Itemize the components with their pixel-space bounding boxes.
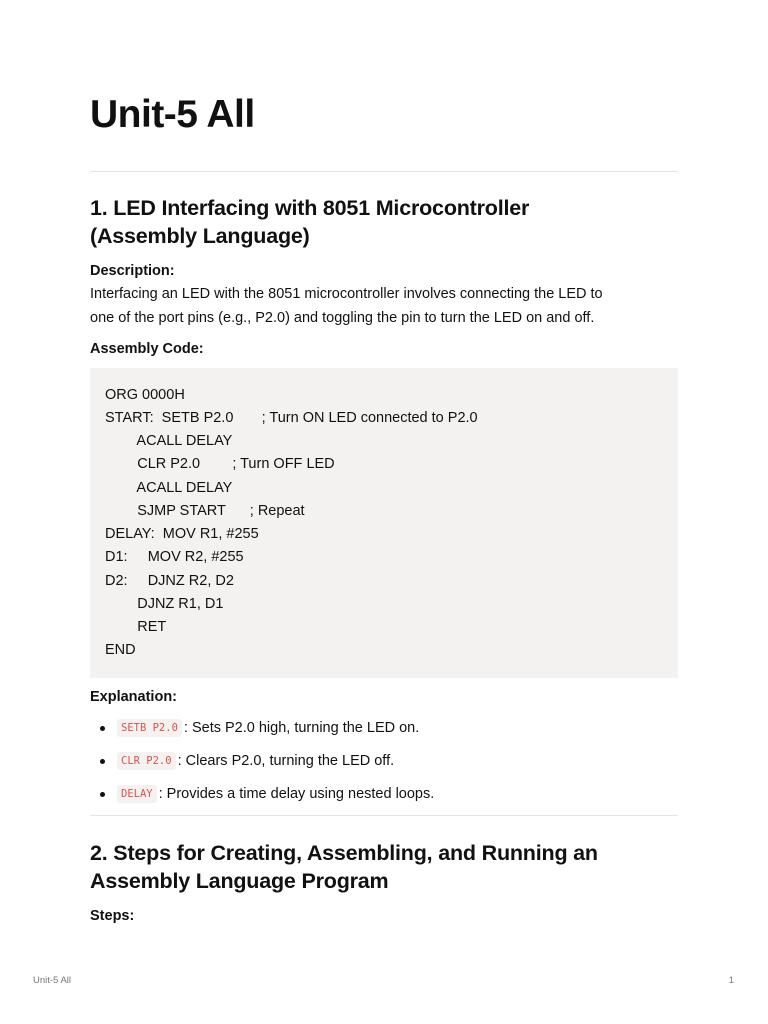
section-2-heading xyxy=(90,839,598,895)
code-line: DELAY: MOV R1, #255 xyxy=(105,526,259,542)
divider xyxy=(90,815,678,816)
bullet-icon xyxy=(100,759,105,764)
page-title: Unit-5 All xyxy=(90,93,255,136)
code-line: DJNZ R1, D1 xyxy=(105,596,224,612)
code-line: END xyxy=(105,642,136,658)
section-2-heading-line-2: Assembly Language Program xyxy=(90,869,389,893)
inline-code: DELAY xyxy=(117,785,157,803)
code-line: D2: DJNZ R2, D2 xyxy=(105,573,234,589)
assembly-code-block xyxy=(90,368,678,678)
code-line: START: SETB P2.0 ; Turn ON LED connected to P2.0 xyxy=(105,410,478,426)
explanation-text: : Clears P2.0, turning the LED off. xyxy=(177,753,395,769)
inline-code: CLR P2.0 xyxy=(117,752,176,770)
footer-page-number: 1 xyxy=(728,975,734,986)
code-line: CLR P2.0 ; Turn OFF LED xyxy=(105,456,335,472)
inline-code: SETB P2.0 xyxy=(117,719,182,737)
bullet-icon xyxy=(100,792,105,797)
description-text xyxy=(90,283,678,330)
explanation-label: Explanation: xyxy=(90,689,178,705)
explanation-text: : Sets P2.0 high, turning the LED on. xyxy=(183,720,420,736)
explanation-text: : Provides a time delay using nested loops. xyxy=(158,786,435,802)
divider xyxy=(90,171,678,172)
section-1-heading-line-1: 1. LED Interfacing with 8051 Microcontroller xyxy=(90,196,530,220)
section-1-heading-line-2: (Assembly Language) xyxy=(90,224,310,248)
description-line-2: one of the port pins (e.g., P2.0) and toggling the pin to turn the LED on and off. xyxy=(90,309,595,326)
code-line: RET xyxy=(105,619,167,635)
footer-document-title: Unit-5 All xyxy=(33,975,72,986)
code-line: ACALL DELAY xyxy=(105,433,233,449)
assembly-code-label: Assembly Code: xyxy=(90,341,204,357)
steps-label: Steps: xyxy=(90,908,135,924)
section-1-heading xyxy=(90,194,529,250)
code-line: SJMP START ; Repeat xyxy=(105,503,305,519)
code-line: D1: MOV R2, #255 xyxy=(105,549,244,565)
code-line: ACALL DELAY xyxy=(105,480,233,496)
description-label: Description: xyxy=(90,263,175,279)
bullet-icon xyxy=(100,726,105,731)
code-line: ORG 0000H xyxy=(105,387,185,403)
description-line-1: Interfacing an LED with the 8051 microcontroller involves connecting the LED to xyxy=(90,286,603,302)
section-2-heading-line-1: 2. Steps for Creating, Assembling, and Running an xyxy=(90,841,598,865)
